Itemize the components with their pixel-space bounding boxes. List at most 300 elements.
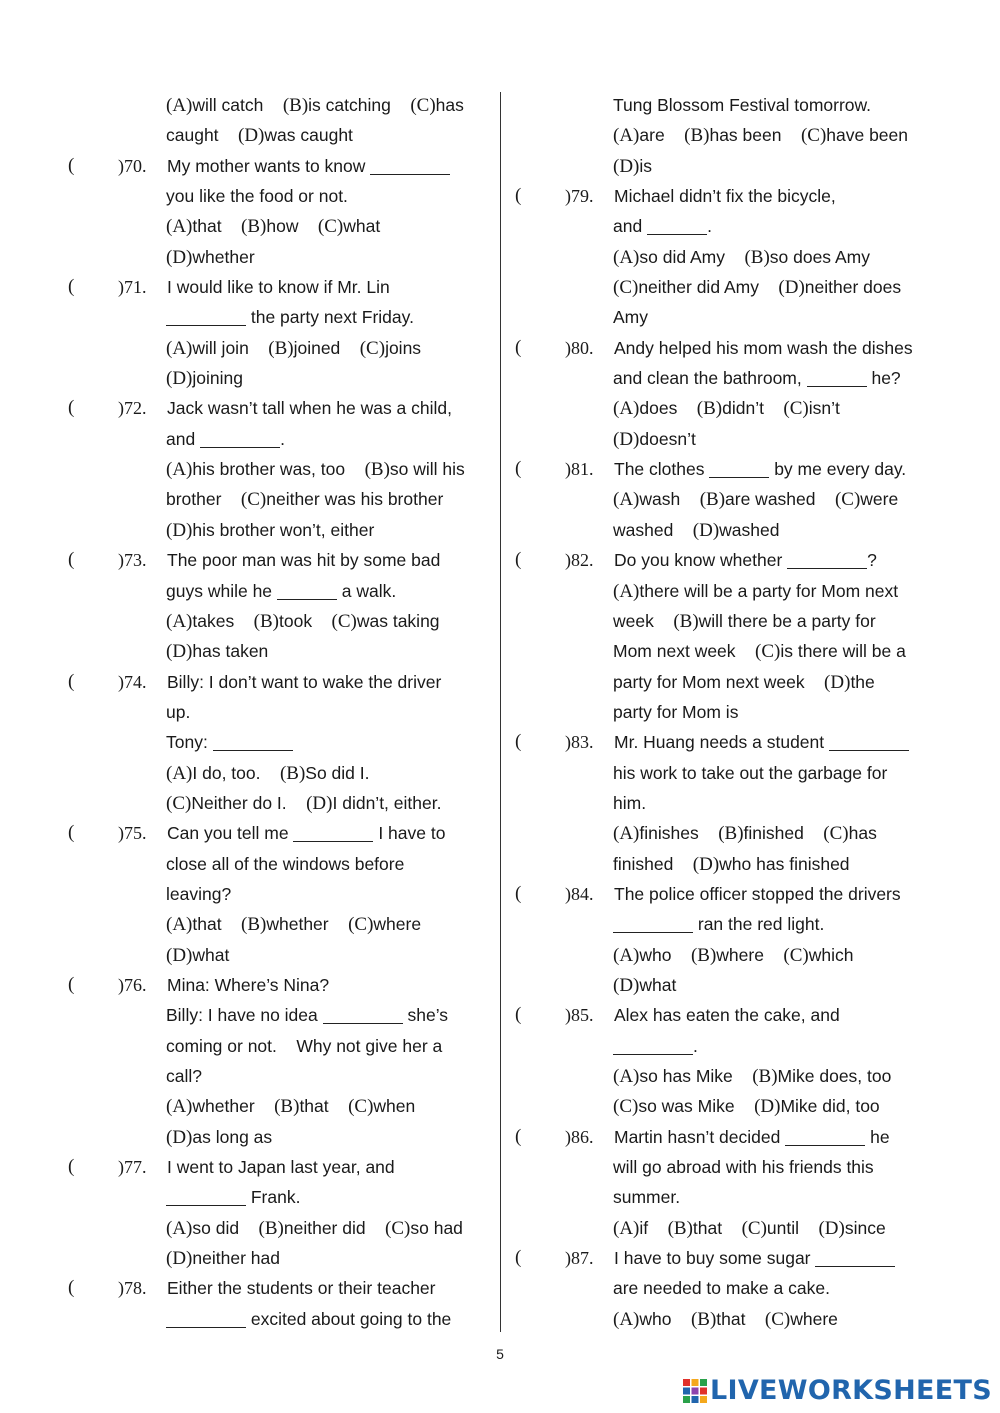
answer-blank [709,459,769,478]
option-marker: (C) [613,277,639,299]
question-text: Jack wasn’t tall when he was a child, [167,398,452,419]
question-continuation [68,515,493,545]
answer-bracket-open[interactable]: ( [68,1156,75,1178]
question-continuation [68,424,493,454]
line-text: (A)I do, too. (B)So did I. [166,762,370,784]
question-continuation [68,1243,493,1273]
answer-bracket-open[interactable]: ( [68,154,75,176]
question-text: I have to buy some sugar [614,1243,895,1273]
option-marker: (A) [613,580,640,602]
question-number: )84. [565,883,594,904]
page-number: 5 [496,1346,504,1362]
line-text: (A)that (B)whether (C)where [166,914,422,936]
line-text: (C)so was Mike (D)Mike did, too [613,1096,880,1118]
question-continuation [68,242,493,272]
question-continuation [68,576,493,606]
question-continuation [515,363,940,393]
answer-blank [213,732,293,751]
option-marker: (C) [613,1096,639,1118]
question-continuation [515,849,940,879]
question-line [515,1000,940,1030]
question-line [515,333,940,363]
option-marker: (D) [824,671,851,693]
option-marker: (B) [684,125,710,147]
option-marker: (C) [240,489,267,511]
question-number: )76. [118,974,147,995]
line-text: (D)is [613,155,653,177]
option-marker: (A) [166,1096,193,1118]
option-marker: (B) [241,914,267,936]
question-number: )86. [565,1126,594,1147]
line-text: (D)has taken [166,641,269,663]
line-text: (D)doesn’t [613,428,696,450]
question-line [68,1152,493,1182]
question-line [68,393,493,423]
option-marker: (C) [348,1096,374,1118]
option-marker: (D) [166,641,193,663]
question-line [515,879,940,909]
question-number: )74. [118,671,147,692]
option-marker: (C) [800,125,827,147]
answer-blank [807,368,867,387]
option-marker: (D) [238,125,265,147]
answer-bracket-open[interactable]: ( [515,1125,522,1147]
answer-blank [200,429,280,448]
column-divider [500,92,501,1332]
answer-bracket-open[interactable]: ( [515,1004,522,1026]
option-marker: (A) [166,95,193,116]
question-line [68,545,493,575]
line-text: (A)will join (B)joined (C)joins [166,337,422,359]
option-marker: (B) [282,95,309,116]
line-text: (A)finishes (B)finished (C)has [613,823,877,845]
question-number: )75. [118,823,147,844]
line-text: excited about going to the [166,1304,451,1334]
answer-bracket-open[interactable]: ( [515,882,522,904]
question-text: Michael didn’t fix the bicycle, [614,186,836,207]
question-text: Can you tell me I have to [167,823,446,844]
question-continuation [68,1091,493,1121]
option-marker: (D) [306,792,333,814]
option-marker: (D) [166,519,193,541]
line-text: leaving? [166,883,232,904]
question-continuation [68,1304,493,1334]
answer-blank [647,216,707,235]
line-text: party for Mom next week (D)the [613,671,875,693]
question-continuation [68,727,493,757]
question-continuation [515,1304,940,1334]
line-text: (A)wash (B)are washed (C)were [613,489,899,511]
line-text: washed (D)washed [613,519,780,541]
question-number: )82. [565,550,594,571]
question-continuation [68,909,493,939]
question-number: )80. [565,337,594,358]
liveworksheets-logo[interactable] [683,1375,992,1406]
option-marker: (C) [359,337,386,359]
line-text: Mom next week (C)is there will be a [613,641,906,663]
answer-blank [815,1248,895,1267]
option-marker: (B) [696,398,723,420]
question-continuation [515,424,940,454]
question-continuation [515,1273,940,1303]
line-text: (A)so has Mike (B)Mike does, too [613,1066,892,1087]
question-number: )72. [118,398,147,419]
liveworksheets-icon [683,1379,707,1403]
question-text: Do you know whether ? [614,550,877,571]
line-text: (A)whether (B)that (C)when [166,1096,416,1118]
option-marker: (B) [718,823,744,845]
option-marker: (D) [613,974,640,996]
question-continuation [68,211,493,241]
line-text: and . [613,216,712,237]
option-marker: (D) [613,428,640,450]
option-marker: (B) [667,1217,693,1239]
left-column [68,90,493,1334]
option-marker: (C) [764,1308,791,1330]
answer-bracket-open[interactable]: ( [515,1247,522,1269]
line-text: summer. [613,1187,681,1208]
line-text: (A)so did (B)neither did (C)so had [166,1217,463,1239]
question-number: )73. [118,550,147,571]
question-continuation [515,606,940,636]
question-line [515,727,940,757]
question-number: )85. [565,1005,594,1026]
line-text: (C)neither did Amy (D)neither does [613,277,902,299]
question-continuation [515,697,940,727]
line-text: (D)as long as [166,1126,273,1148]
answer-bracket-open[interactable]: ( [515,336,522,358]
line-text: up. [166,701,191,722]
question-line [515,1243,940,1273]
question-line [68,1273,493,1303]
answer-blank [166,307,246,326]
option-marker: (A) [613,398,640,420]
line-text: . [613,1031,698,1061]
question-line [515,181,940,211]
line-text: will go abroad with his friends this [613,1157,874,1178]
question-text: My mother wants to know [167,151,450,181]
line-text: (A)will catch (B)is catching (C)has [166,95,464,116]
question-continuation [68,636,493,666]
option-marker: (A) [166,914,193,936]
line-text: Tony: [166,727,293,757]
line-text: (A)his brother was, too (B)so will his [166,459,465,481]
option-marker: (A) [613,1217,640,1239]
option-marker: (B) [364,459,390,481]
question-number: )83. [565,732,594,753]
option-marker: (C) [385,1217,411,1239]
question-continuation [515,90,940,120]
option-marker: (B) [699,489,726,511]
answer-bracket-open[interactable]: ( [68,276,75,298]
option-marker: (D) [613,155,640,177]
option-marker: (C) [834,489,861,511]
question-continuation [68,849,493,879]
line-text: (D)joining [166,368,243,390]
question-continuation [68,484,493,514]
question-line [68,667,493,697]
line-text: (A)who (B)that (C)where [613,1308,838,1330]
question-continuation [515,818,940,848]
question-text: Martin hasn’t decided he [614,1126,890,1147]
question-continuation [515,484,940,514]
question-continuation [68,1182,493,1212]
line-text: his work to take out the garbage for [613,762,888,783]
answer-blank [166,1309,246,1328]
question-continuation [68,697,493,727]
question-text: Mr. Huang needs a student [614,727,909,757]
question-continuation [68,940,493,970]
question-continuation [515,1213,940,1243]
line-text: ran the red light. [613,909,824,939]
question-continuation [68,1213,493,1243]
question-line [68,151,493,181]
question-continuation [68,333,493,363]
question-line [68,818,493,848]
option-marker: (A) [613,246,640,268]
line-text: and . [166,428,285,449]
question-text: Andy helped his mom wash the dishes [614,337,913,358]
question-continuation [515,151,940,181]
option-marker: (C) [823,823,849,845]
question-continuation [515,1061,940,1091]
question-continuation [515,788,940,818]
option-marker: (C) [317,216,344,238]
question-number: )71. [118,277,147,298]
question-continuation [515,515,940,545]
question-continuation [68,363,493,393]
question-number: )78. [118,1278,147,1299]
question-continuation [515,272,940,302]
question-continuation [515,120,940,150]
answer-bracket-open[interactable]: ( [515,185,522,207]
answer-bracket-open[interactable]: ( [68,397,75,419]
option-marker: (D) [166,246,193,268]
question-continuation [515,576,940,606]
line-text: party for Mom is [613,701,739,722]
question-continuation [515,1091,940,1121]
question-continuation [68,879,493,909]
question-continuation [68,606,493,636]
option-marker: (D) [166,368,193,390]
option-marker: (D) [692,519,720,541]
option-marker: (D) [166,1248,193,1270]
answer-bracket-open[interactable]: ( [515,549,522,571]
line-text: (D)whether [166,246,255,268]
option-marker: (D) [692,853,720,875]
option-marker: (B) [673,610,699,632]
line-text: (A)if (B)that (C)until (D)since [613,1217,886,1239]
answer-blank [323,1005,403,1024]
option-marker: (D) [166,1126,193,1148]
question-continuation [68,1031,493,1061]
question-text: Either the students or their teacher [167,1278,436,1299]
answer-bracket-open[interactable]: ( [68,670,75,692]
question-line [515,1122,940,1152]
option-marker: (A) [613,823,640,845]
line-text: caught (D)was caught [166,125,353,147]
question-continuation [515,1182,940,1212]
question-number: )81. [565,459,594,480]
option-marker: (C) [755,641,781,663]
option-marker: (B) [690,1308,717,1330]
question-continuation [515,1152,940,1182]
answer-blank [613,1036,693,1055]
answer-bracket-open[interactable]: ( [68,1277,75,1299]
question-continuation [68,1000,493,1030]
option-marker: (B) [258,1217,284,1239]
answer-blank [277,581,337,600]
line-text: the party next Friday. [166,302,414,332]
line-text: brother (C)neither was his brother [166,489,444,511]
question-text: The poor man was hit by some bad [167,550,441,571]
brand-name: LIVEWORKSHEETS [709,1375,992,1406]
question-continuation [515,909,940,939]
answer-bracket-open[interactable]: ( [68,822,75,844]
option-marker: (B) [253,610,279,632]
option-marker: (C) [410,95,436,116]
answer-blank [166,1187,246,1206]
line-text: (D)what [613,974,677,996]
line-text: Tung Blossom Festival tomorrow. [613,95,872,115]
line-text: (C)Neither do I. (D)I didn’t, either. [166,792,442,814]
question-continuation [68,1061,493,1091]
option-marker: (A) [613,944,640,966]
question-continuation [515,940,940,970]
line-text: Frank. [166,1182,300,1212]
question-text: Alex has eaten the cake, and [614,1005,840,1026]
question-continuation [68,758,493,788]
line-text: him. [613,792,647,813]
option-marker: (A) [613,1066,640,1087]
answer-blank [613,914,693,933]
right-column [515,90,940,1334]
line-text: coming or not. Why not give her a [166,1035,443,1056]
option-marker: (C) [166,792,192,814]
question-continuation [515,667,940,697]
line-text: (A)there will be a party for Mom next [613,580,899,602]
question-continuation [515,758,940,788]
question-number: )70. [118,155,147,176]
line-text: and clean the bathroom, he? [613,368,901,389]
option-marker: (A) [166,337,193,359]
answer-bracket-open[interactable]: ( [68,973,75,995]
line-text: (A)are (B)has been (C)have been [613,125,909,147]
question-text: I went to Japan last year, and [167,1157,395,1178]
question-continuation [515,393,940,423]
question-number: )87. [565,1248,594,1269]
question-line [515,545,940,575]
option-marker: (A) [166,216,193,238]
question-line [68,272,493,302]
option-marker: (D) [818,1217,845,1239]
line-text: (D)neither had [166,1248,280,1270]
question-continuation [515,242,940,272]
question-continuation [68,181,493,211]
line-text: (D)his brother won’t, either [166,519,375,541]
line-text: (D)what [166,944,230,966]
answer-blank [370,156,450,175]
line-text: close all of the windows before [166,853,405,874]
answer-blank [293,823,373,842]
option-marker: (A) [613,125,640,147]
answer-blank [829,732,909,751]
option-marker: (C) [783,398,809,420]
option-marker: (B) [241,216,267,238]
question-text: The clothes by me every day. [614,459,907,480]
option-marker: (A) [166,1217,193,1239]
option-marker: (D) [166,944,193,966]
option-marker: (A) [613,489,640,511]
line-text: (A)so did Amy (B)so does Amy [613,246,870,268]
line-text: (A)does (B)didn’t (C)isn’t [613,398,840,420]
option-marker: (C) [741,1217,767,1239]
option-marker: (B) [279,762,306,784]
line-text: are needed to make a cake. [613,1278,830,1299]
option-marker: (A) [166,762,193,784]
option-marker: (D) [754,1096,781,1118]
line-text: finished (D)who has finished [613,853,850,875]
line-text: (A)who (B)where (C)which [613,944,854,966]
question-text: Mina: Where’s Nina? [167,974,330,995]
question-continuation [515,302,940,332]
question-text: I would like to know if Mr. Lin [167,277,390,298]
line-text: week (B)will there be a party for [613,610,876,632]
line-text: Amy [613,307,648,328]
answer-bracket-open[interactable]: ( [515,731,522,753]
line-text: Billy: I have no idea she’s [166,1005,449,1026]
question-number: )77. [118,1157,147,1178]
option-marker: (B) [690,944,717,966]
question-line [68,970,493,1000]
line-text: (A)takes (B)took (C)was taking [166,610,440,632]
question-text: Billy: I don’t want to wake the driver [167,671,442,692]
answer-blank [785,1127,865,1146]
answer-blank [787,550,867,569]
question-line [515,454,940,484]
question-continuation [68,788,493,818]
answer-bracket-open[interactable]: ( [515,458,522,480]
option-marker: (A) [166,610,193,632]
line-text: guys while he a walk. [166,580,397,601]
question-continuation [68,1122,493,1152]
option-marker: (B) [744,246,770,268]
line-text: call? [166,1066,202,1086]
option-marker: (A) [613,1308,640,1330]
option-marker: (C) [783,944,809,966]
question-continuation [68,302,493,332]
question-text: The police officer stopped the drivers [614,883,901,904]
question-continuation [515,636,940,666]
question-continuation [515,970,940,1000]
line-text: (A)that (B)how (C)what [166,216,381,238]
question-number: )79. [565,186,594,207]
option-marker: (D) [778,277,805,299]
option-marker: (C) [348,914,374,936]
option-marker: (C) [331,610,357,632]
question-continuation [68,120,493,150]
option-marker: (B) [268,337,294,359]
option-marker: (B) [274,1096,300,1118]
question-continuation [515,1031,940,1061]
question-continuation [68,454,493,484]
line-text: you like the food or not. [166,186,348,207]
option-marker: (A) [166,459,193,481]
question-continuation [515,211,940,241]
question-continuation [68,90,493,120]
option-marker: (B) [752,1066,778,1087]
answer-bracket-open[interactable]: ( [68,549,75,571]
